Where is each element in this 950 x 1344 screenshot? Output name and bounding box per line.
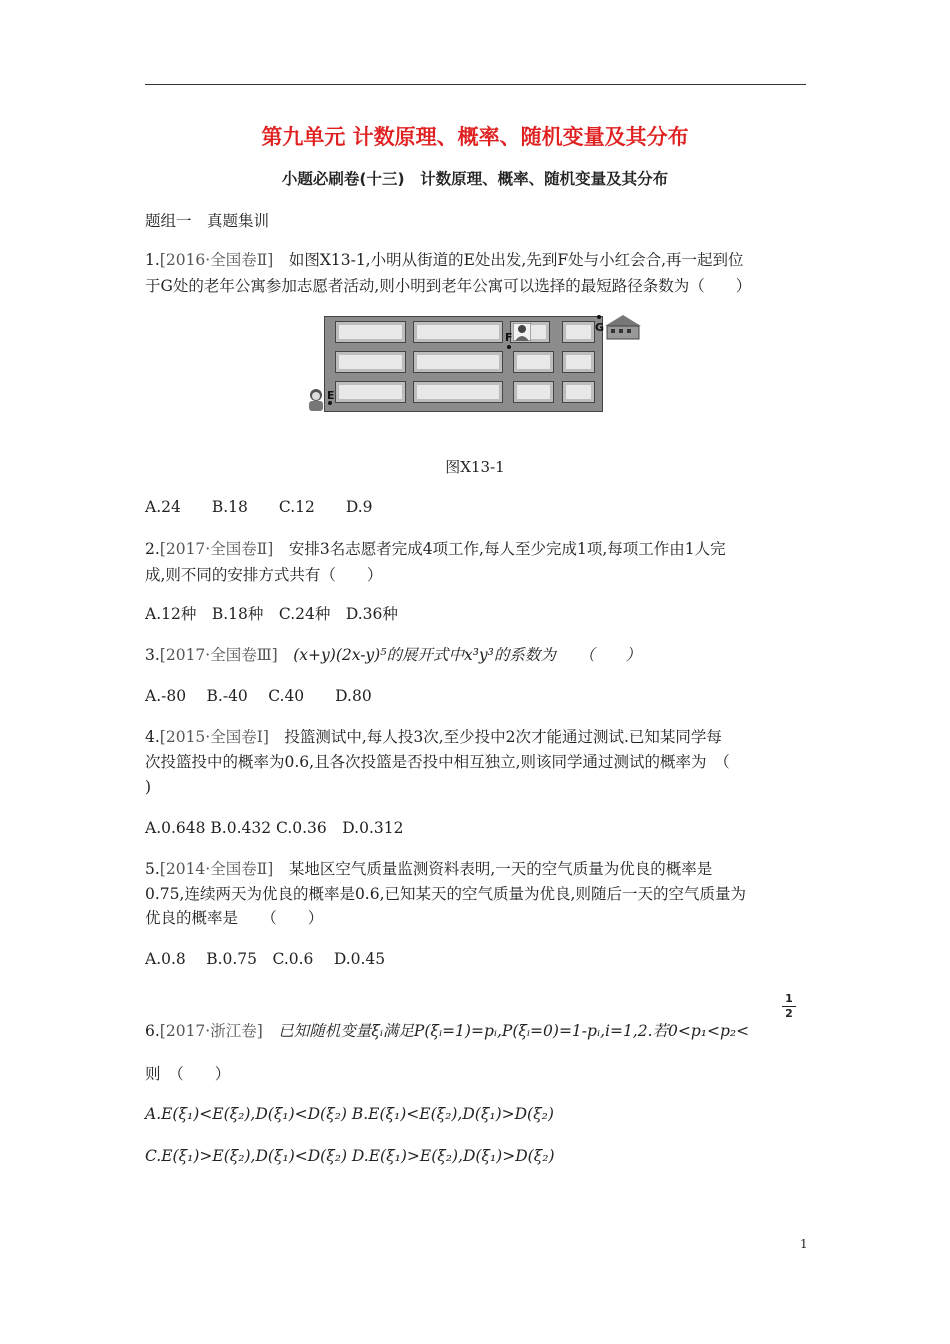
city-block (562, 321, 595, 343)
question-number: 1. (145, 251, 160, 269)
option-text: C.E(ξ₁)>E(ξ₂),D(ξ₁)<D(ξ₂) D.E(ξ₁)>E(ξ₂),D(ξ₁)>D(ξ₂) (145, 1147, 555, 1165)
question-number: 6. (145, 1022, 160, 1040)
city-block (335, 321, 406, 343)
boy-icon (305, 388, 327, 412)
unit-title: 第九单元 计数原理、概率、随机变量及其分布 (261, 125, 689, 149)
question-text: 投篮测试中,每人投3次,至少投中2次才能通过测试.已知某同学每 (284, 728, 722, 746)
question-5-line-1 (145, 857, 712, 881)
city-block (562, 381, 595, 403)
point-g-label: G (595, 321, 605, 334)
question-number: 4. (145, 728, 160, 746)
question-number: 5. (145, 860, 160, 878)
city-block (513, 381, 554, 403)
header-rule (145, 84, 806, 85)
question-2-line-2: 成,则不同的安排方式共有（ ） (145, 566, 383, 584)
city-block (413, 351, 503, 373)
city-block (413, 381, 503, 403)
question-number: 2. (145, 540, 160, 558)
question-source: [2015·全国卷Ⅰ] (159, 728, 269, 746)
page-number: 1 (800, 1237, 808, 1251)
girl-icon (513, 323, 531, 341)
question-1-line-2: 于G处的老年公寓参加志愿者活动,则小明到老年公寓可以选择的最短路径条数为（ ） (145, 277, 752, 295)
question-text: (x+y)(2x-y)⁵的展开式中x³y³的系数为 （ ） (293, 646, 642, 664)
question-1-options: A.24 B.18 C.12 D.9 (145, 498, 373, 516)
group-title: 题组一 真题集训 (145, 212, 270, 230)
question-text: 某地区空气质量监测资料表明,一天的空气质量为优良的概率是 (288, 860, 713, 878)
question-6-options-ab (145, 1102, 554, 1126)
city-block (335, 351, 406, 373)
question-2-line-1 (145, 537, 726, 561)
question-4-line-3: ) (145, 778, 152, 796)
question-1-line-1 (145, 248, 744, 272)
city-block (335, 381, 406, 403)
question-text: 如图X13-1,小明从街道的E处出发,先到F处与小红会合,再一起到位 (288, 251, 744, 269)
sub-title: 小题必刷卷(十三) 计数原理、概率、随机变量及其分布 (281, 170, 669, 188)
question-number: 3. (145, 646, 160, 664)
question-text: 已知随机变量ξᵢ满足P(ξᵢ=1)=pᵢ,P(ξᵢ=0)=1-pᵢ,i=1,2.若0<p₁<p₂< (278, 1022, 750, 1040)
question-source: [2016·全国卷Ⅱ] (159, 251, 274, 269)
question-source: [2017·全国卷Ⅲ] (159, 646, 278, 664)
question-4-line-1 (145, 725, 722, 749)
city-block (513, 351, 554, 373)
question-source: [2014·全国卷Ⅱ] (159, 860, 274, 878)
fraction-numerator: 1 (785, 992, 793, 1005)
question-4-line-2: 次投篮投中的概率为0.6,且各次投篮是否投中相互独立,则该同学通过测试的概率为 （ (145, 753, 730, 771)
building-icon (601, 312, 645, 340)
question-3-options: A.-80 B.-40 C.40 D.80 (145, 687, 372, 705)
question-6-line-2: 则 （ ） (145, 1065, 231, 1083)
question-5-line-3: 优良的概率是 （ ） (145, 909, 324, 927)
question-source: [2017·浙江卷] (159, 1022, 263, 1040)
question-6-options-cd (145, 1144, 555, 1168)
fraction-denominator: 2 (785, 1007, 793, 1020)
question-2-options: A.12种 B.18种 C.24种 D.36种 (145, 605, 398, 623)
question-source: [2017·全国卷Ⅱ] (159, 540, 274, 558)
point-e-label: E (327, 389, 335, 402)
question-5-line-2: 0.75,连续两天为优良的概率是0.6,已知某天的空气质量为优良,则随后一天的空气质量为 (145, 885, 746, 903)
street-map-figure (324, 316, 603, 412)
fraction-one-half (782, 993, 796, 1020)
option-text: A.E(ξ₁)<E(ξ₂),D(ξ₁)<D(ξ₂) B.E(ξ₁)<E(ξ₂),D(ξ₁)>D(ξ₂) (145, 1105, 554, 1123)
question-6-line-1 (145, 1019, 749, 1043)
city-block (562, 351, 595, 373)
point-f-label: F (505, 331, 513, 344)
point-f-marker (507, 345, 511, 349)
question-5-options: A.0.8 B.0.75 C.0.6 D.0.45 (145, 950, 386, 968)
question-4-options: A.0.648 B.0.432 C.0.36 D.0.312 (145, 819, 404, 837)
question-text: 安排3名志愿者完成4项工作,每人至少完成1项,每项工作由1人完 (288, 540, 726, 558)
question-3-line-1 (145, 643, 641, 667)
city-block (413, 321, 503, 343)
figure-caption: 图X13-1 (445, 458, 505, 476)
